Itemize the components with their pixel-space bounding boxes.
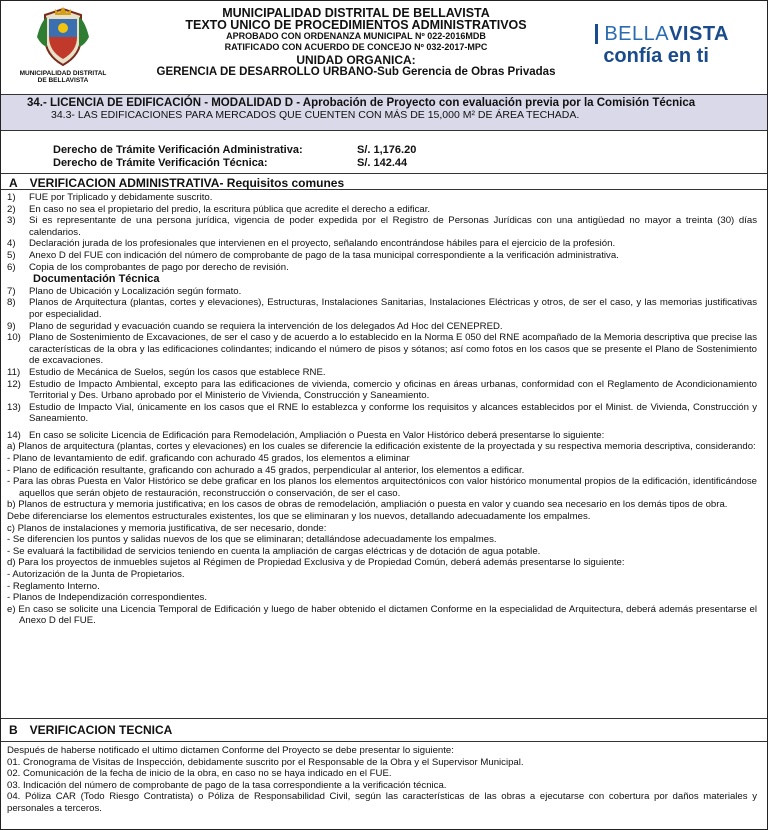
list-item <box>7 204 757 216</box>
item-text: FUE por Triplicado y debidamente suscrito. <box>29 192 213 203</box>
fee-value: S/. 1,176.20 <box>357 144 417 156</box>
ratification-line: RATIFICADO CON ACUERDO DE CONCEJO Nº 032-2017-MPC <box>224 42 488 52</box>
list-item: 01. Cronograma de Visitas de Inspección, debidamente suscrito por el Responsable de la Obra y el Supervisor Municipal. <box>7 756 524 768</box>
fee-label: Derecho de Trámite Verificación Administrativa: <box>53 144 303 156</box>
list-item <box>7 215 757 238</box>
list-item <box>7 402 757 425</box>
sub-item: - Autorización de la Junta de Propietarios. <box>7 569 185 580</box>
list-item <box>7 238 757 250</box>
brand-logo <box>595 23 729 67</box>
list-item: 04. Póliza CAR (Todo Riesgo Contratista) o Póliza de Responsabilidad Civil, según las características de las obras a ejecutarse con cobertura por daños materiales y personales a terceros. <box>7 791 757 814</box>
sub-item: - Planos de Independización correspondientes. <box>7 592 208 604</box>
section-title: VERIFICACION ADMINISTRATIVA- Requisitos comunes <box>29 176 345 190</box>
item-text: Plano de seguridad y evacuación cuando se requiera la intervención de los delegados Ad Hoc del CENEPRED. <box>29 320 503 332</box>
remodel-requirements <box>7 441 757 627</box>
item-number: 5) <box>7 249 16 261</box>
item-number: 7) <box>7 285 16 297</box>
institution-title: MUNICIPALIDAD DISTRITAL DE BELLAVISTA <box>222 6 490 20</box>
header <box>1 1 767 95</box>
list-item <box>7 321 757 333</box>
item-text: Plano de Sostenimiento de Excavaciones, de ser el caso y de acuerdo a lo establecido en la Norma E 050 del RNE acompañado de la Memoria descriptiva que precise las características de la obra y las edificaciones colindantes; indicando el número de pisos y sótanos; así como fotos en los casos que se presente el Plano de Sostenimiento de excavaciones. <box>29 332 757 367</box>
list-item <box>7 192 757 204</box>
sub-item: - Plano de edificación resultante, graficando con achurado a 45 grados, perpendicular al anterior, los elementos a edificar. <box>7 464 525 476</box>
list-item <box>7 262 757 274</box>
document-title: TEXTO UNICO DE PROCEDIMIENTOS ADMINISTRATIVOS <box>185 18 527 32</box>
fee-value: S/. 142.44 <box>357 157 408 169</box>
section-b-body <box>1 745 767 815</box>
brand-bar-icon <box>595 24 598 44</box>
doc-tecnica-title: Documentación Técnica <box>33 273 160 286</box>
item-number: 13) <box>7 401 21 413</box>
fee-row <box>53 144 767 157</box>
item-number: 6) <box>7 261 16 273</box>
list-item <box>7 297 757 320</box>
item-text: Planos de Arquitectura (plantas, cortes y elevaciones), Estructuras, Instalaciones Sanitarias, Instalaciones Eléctricas y otros, de ser el caso, y las memorias justificativas por especialidad. <box>29 297 757 320</box>
licencia-subtitle: 34.3- LAS EDIFICACIONES PARA MERCADOS QUE CUENTEN CON MÁS DE 15,000 M² DE ÁREA TECHADA. <box>51 109 580 121</box>
section-a-body <box>1 190 767 627</box>
fee-row <box>53 157 767 170</box>
sub-item: d) Para los proyectos de inmuebles sujetos al Régimen de Propiedad Exclusiva y de Propiedad Común, deberá además presentarse lo siguiente: <box>7 557 625 569</box>
brand-slogan: confía en ti <box>603 45 709 67</box>
approval-line: APROBADO CON ORDENANZA MUNICIPAL Nº 022-2016MDB <box>226 31 486 41</box>
item-text: Plano de Ubicación y Localización según formato. <box>29 285 242 297</box>
item-text: Estudio de Impacto Ambiental, excepto para las edificaciones de vivienda, comercio y oficinas en áreas urbanas, conformidad con el Reglamento de Acondicionamiento Territorial y Des. Urbano aprobado por el Ministerio de Vivienda, Construcción y Saneamiento. <box>29 378 757 402</box>
item-number: 10) <box>7 332 21 344</box>
coat-of-arms-icon <box>35 7 91 69</box>
licencia-title: 34.- LICENCIA DE EDIFICACIÓN - MODALIDAD D - Aprobación de Proyecto con evaluación previa por la Comisión Técnica <box>27 97 696 109</box>
item-text: Copia de los comprobantes de pago por derecho de revisión. <box>29 261 289 273</box>
list-item <box>7 286 757 298</box>
sub-item: b) Planos de estructura y memoria justificativa; en los casos de obras de remodelación, ampliación o puesta en valor y cuando sea necesario en los demás tipos de obra. <box>7 499 728 511</box>
fees-block <box>1 131 767 173</box>
item-number: 8) <box>7 297 16 309</box>
list-item: 03. Indicación del número de comprobante de pago de la tasa correspondiente a la verificación técnica. <box>7 779 447 791</box>
sub-item: - Plano de levantamiento de edif. graficando con achurado 45 grados, los elementos a eliminar <box>7 453 410 465</box>
item-text: Estudio de Mecánica de Suelos, según los casos que establece RNE. <box>29 366 326 378</box>
list-item <box>7 367 757 379</box>
list-item <box>7 250 757 262</box>
sub-item: c) Planos de instalaciones y memoria justificativa, de ser necesario, donde: <box>7 522 327 534</box>
technical-docs-list <box>7 286 757 425</box>
sub-item: Debe diferenciarse los elementos estructurales existentes, los que se eliminaran y los nuevos, detallando adecuadamente los empalmes. <box>7 511 591 523</box>
section-title: VERIFICACION TECNICA <box>29 723 173 737</box>
section-letter: A <box>9 176 18 190</box>
sub-item: a) Planos de arquitectura (plantas, cortes y elevaciones) en los cuales se diferencie la edificación existente de la proyectada y su respectiva memoria descriptiva, considerando: <box>7 441 756 453</box>
sub-item: - Se diferencien los puntos y salidas nuevos de los que se eliminaran; detallándose adecuadamente los empalmes. <box>7 534 497 546</box>
item-text: Si es representante de una persona jurídica, vigencia de poder expedida por el Registro de Personas Jurídicas con una antigüedad no mayor a treinta (30) días calendarios. <box>29 215 757 238</box>
section-a-header <box>1 173 767 190</box>
licencia-band <box>1 95 767 131</box>
municipal-seal <box>15 7 111 93</box>
item-number: 12) <box>7 378 21 390</box>
sub-item: e) En caso se solicite una Licencia Temporal de Edificación y luego de haber obtenido el dictamen Conforme en la especialidad de Arquitectura, deberá además presentarse el Anexo D del FUE. <box>7 603 757 627</box>
section-b-intro: Después de haberse notificado el ultimo dictamen Conforme del Proyecto se debe presentar lo siguiente: <box>7 745 454 756</box>
header-titles <box>113 7 599 78</box>
item-text: Declaración jurada de los profesionales que intervienen en el proyecto, señalando encontrándose hábiles para el ejercicio de la profesión. <box>29 238 616 250</box>
list-item <box>7 332 757 367</box>
sub-item: - Se evaluará la factibilidad de servicios teniendo en cuenta la ampliación de cargas eléctricas y de dotación de agua potable. <box>7 545 541 557</box>
item-number: 9) <box>7 320 16 332</box>
section-letter: B <box>9 723 18 737</box>
list-item <box>7 379 757 402</box>
item-number: 11) <box>7 366 21 378</box>
requirements-list <box>7 192 757 273</box>
list-item: 02. Comunicación de la fecha de inicio de la obra, en caso no se haya indicado en el FUE. <box>7 768 392 780</box>
item-number: 1) <box>7 192 16 203</box>
unit-label: UNIDAD ORGANICA: <box>296 53 416 67</box>
brand-name: BELLAVISTA <box>604 23 729 45</box>
seal-caption: MUNICIPALIDAD DISTRITAL DE BELLAVISTA <box>19 70 107 84</box>
technical-verification-list <box>7 757 757 815</box>
item-number: 2) <box>7 203 16 215</box>
section-b-header <box>1 718 767 742</box>
item-number: 4) <box>7 238 16 250</box>
list-item: 14) En caso se solicite Licencia de Edificación para Remodelación, Ampliación o Puesta en Valor Histórico deberá presentarse lo siguiente: <box>7 429 605 441</box>
item-text: Estudio de Impacto Vial, únicamente en los casos que el RNE lo establezca y conforme los requisitos y alcances establecidos por el Minist. de Vivienda, Construcción y Saneamiento. <box>29 401 757 425</box>
fee-label: Derecho de Trámite Verificación Técnica: <box>53 157 268 169</box>
sub-item: - Reglamento Interno. <box>7 580 100 592</box>
sub-item: - Para las obras Puesta en Valor Histórico se debe graficar en los planos los elementos arquitectónicos con valor histórico monumental propios de la edificación, identificándose aquellos que serán objeto de restauración, reconstrucción o conservación, de ser el caso. <box>7 476 757 499</box>
item-text: Anexo D del FUE con indicación del número de comprobante de pago de la tasa municipal correspondiente a la verificación administrativa. <box>29 249 619 261</box>
item-number: 3) <box>7 215 16 227</box>
item-text: En caso no sea el propietario del predio, la escritura pública que acredite el derecho a edificar. <box>29 203 431 215</box>
gerencia-label: GERENCIA DE DESARROLLO URBANO-Sub Gerencia de Obras Privadas <box>156 66 556 78</box>
